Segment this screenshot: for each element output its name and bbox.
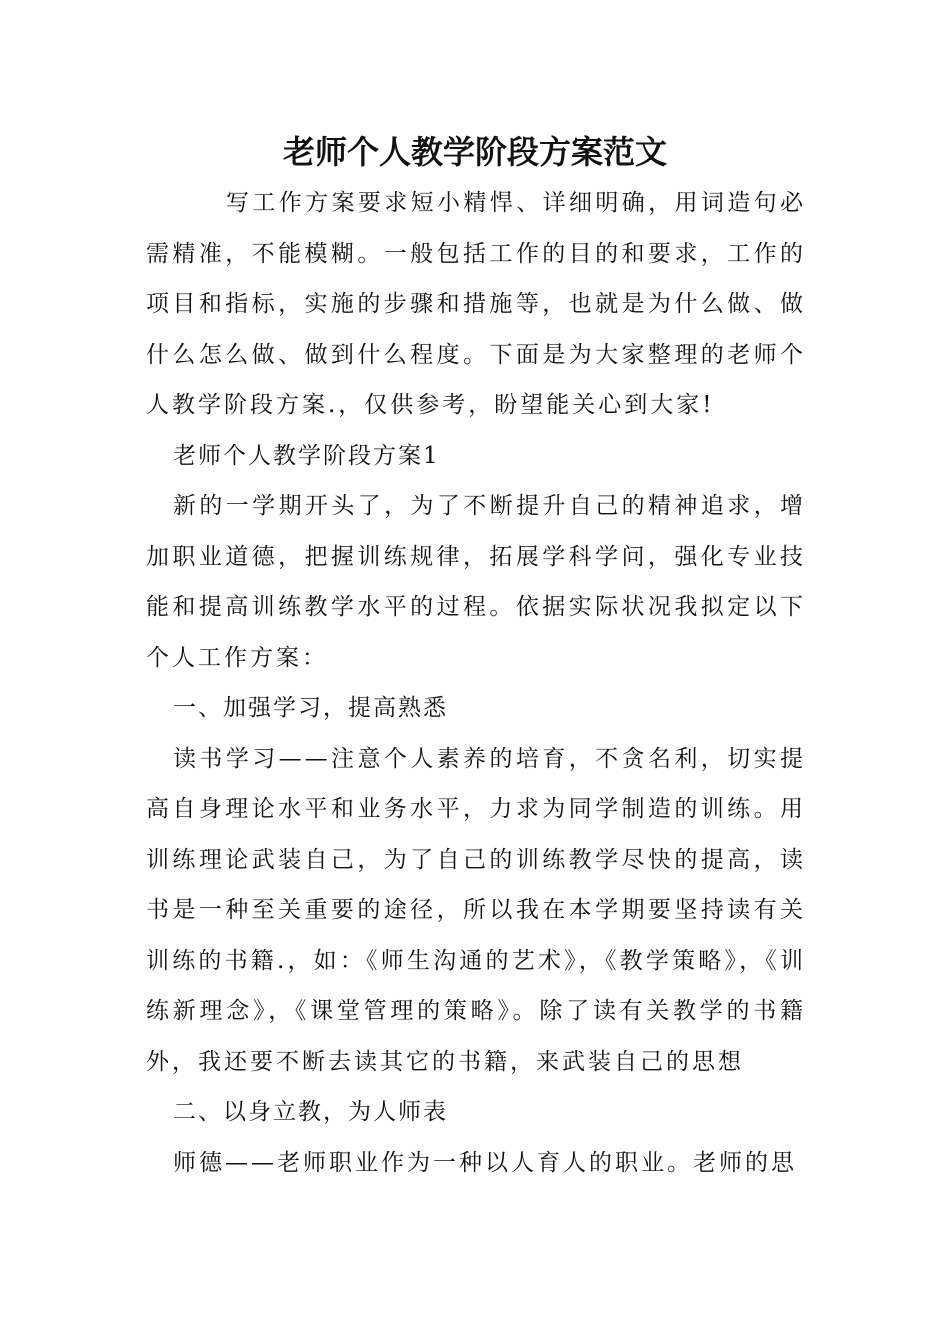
section-heading-2: 二、以身立教，为人师表 — [173, 1099, 448, 1125]
intro-paragraph: 写工作方案要求短小精悍、详细明确，用词造句必需精准，不能模糊。一般包括工作的目的和要求，工作的项目和指标，实施的步骤和措施等，也就是为什么做、做什么怎么做、做到什么程度。下面是为大家整理的老师个人教学阶段方案.，仅供参考，盼望能关心到大家! — [146, 190, 806, 418]
document-title: 老师个人教学阶段方案范文 — [282, 133, 667, 171]
section-title-plan-1: 老师个人教学阶段方案1 — [173, 442, 440, 469]
section-heading-1: 一、加强学习，提高熟悉 — [173, 695, 448, 721]
teacher-ethics-paragraph: 师德——老师职业作为一种以人育人的职业。老师的思 — [173, 1149, 797, 1176]
plan-intro-paragraph: 新的一学期开头了，为了不断提升自己的精神追求，增加职业道德，把握训练规律，拓展学科学问，强化专业技能和提高训练教学水平的过程。依据实际状况我拟定以下个人工作方案： — [146, 493, 806, 671]
reading-study-paragraph: 读书学习——注意个人素养的培育，不贪名利，切实提高自身理论水平和业务水平，力求为同学制造的训练。用训练理论武装自己，为了自己的训练教学尽快的提高，读书是一种至关重要的途径，所以我在本学期要坚持读有关训练的书籍.，如：《师生沟通的艺术》，《教学策略》，《训练新理念》，《课堂管理的策略》。除了读有关教学的书籍外，我还要不断去读其它的书籍，来武装自己的思想 — [146, 745, 806, 1075]
document-body — [146, 178, 806, 1188]
